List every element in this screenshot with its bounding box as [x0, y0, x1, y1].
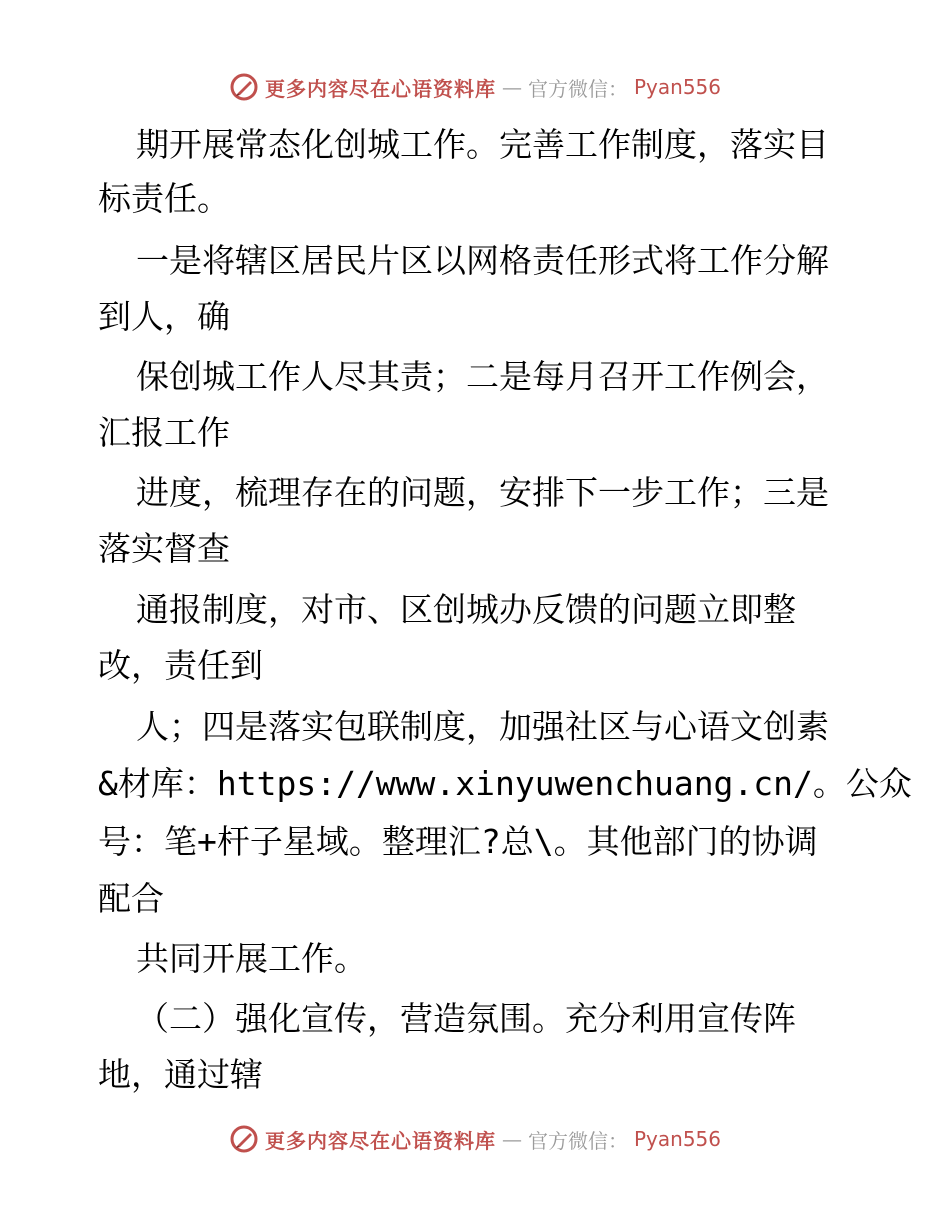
- text-line: 号：笔+杆子星域。整理汇?总\。其他部门的协调: [98, 822, 818, 861]
- pen-logo-icon: [229, 1124, 259, 1154]
- text-line: 共同开展工作。: [136, 939, 367, 978]
- watermark-wechat-id: Pyan556: [633, 1127, 721, 1151]
- text-line: （二）强化宣传，营造氛围。充分利用宣传阵: [136, 999, 796, 1038]
- header-watermark: [0, 72, 950, 102]
- text-line: 一是将辖区居民片区以网格责任形式将工作分解: [136, 241, 829, 280]
- text-line: 地，通过辖: [98, 1055, 263, 1094]
- footer-watermark: [0, 1124, 950, 1154]
- text-line: 配合: [98, 879, 164, 918]
- watermark-dash: —: [501, 75, 522, 99]
- text-line: &材库：https://www.xinyuwenchuang.cn/。公众: [98, 764, 912, 803]
- text-line: 到人，确: [98, 297, 230, 336]
- text-line: 期开展常态化创城工作。完善工作制度，落实目: [136, 125, 829, 164]
- text-line: 落实督查: [98, 529, 230, 568]
- text-line: 进度，梳理存在的问题，安排下一步工作；三是: [136, 473, 829, 512]
- watermark-dash: —: [501, 1127, 522, 1151]
- text-line: 保创城工作人尽其责；二是每月召开工作例会，: [136, 357, 829, 396]
- text-line: 人；四是落实包联制度，加强社区与心语文创素: [136, 707, 829, 746]
- text-line: 标责任。: [98, 179, 230, 218]
- watermark-wechat-id: Pyan556: [633, 75, 721, 99]
- pen-logo-icon: [229, 72, 259, 102]
- text-line: 通报制度，对市、区创城办反馈的问题立即整: [136, 590, 796, 629]
- text-line: 改，责任到: [98, 646, 263, 685]
- watermark-title: 更多内容尽在心语资料库: [264, 1128, 496, 1153]
- watermark-wechat-label: 官方微信：: [527, 1128, 628, 1153]
- text-line: 汇报工作: [98, 413, 230, 452]
- watermark-wechat-label: 官方微信：: [527, 76, 628, 101]
- watermark-title: 更多内容尽在心语资料库: [264, 76, 496, 101]
